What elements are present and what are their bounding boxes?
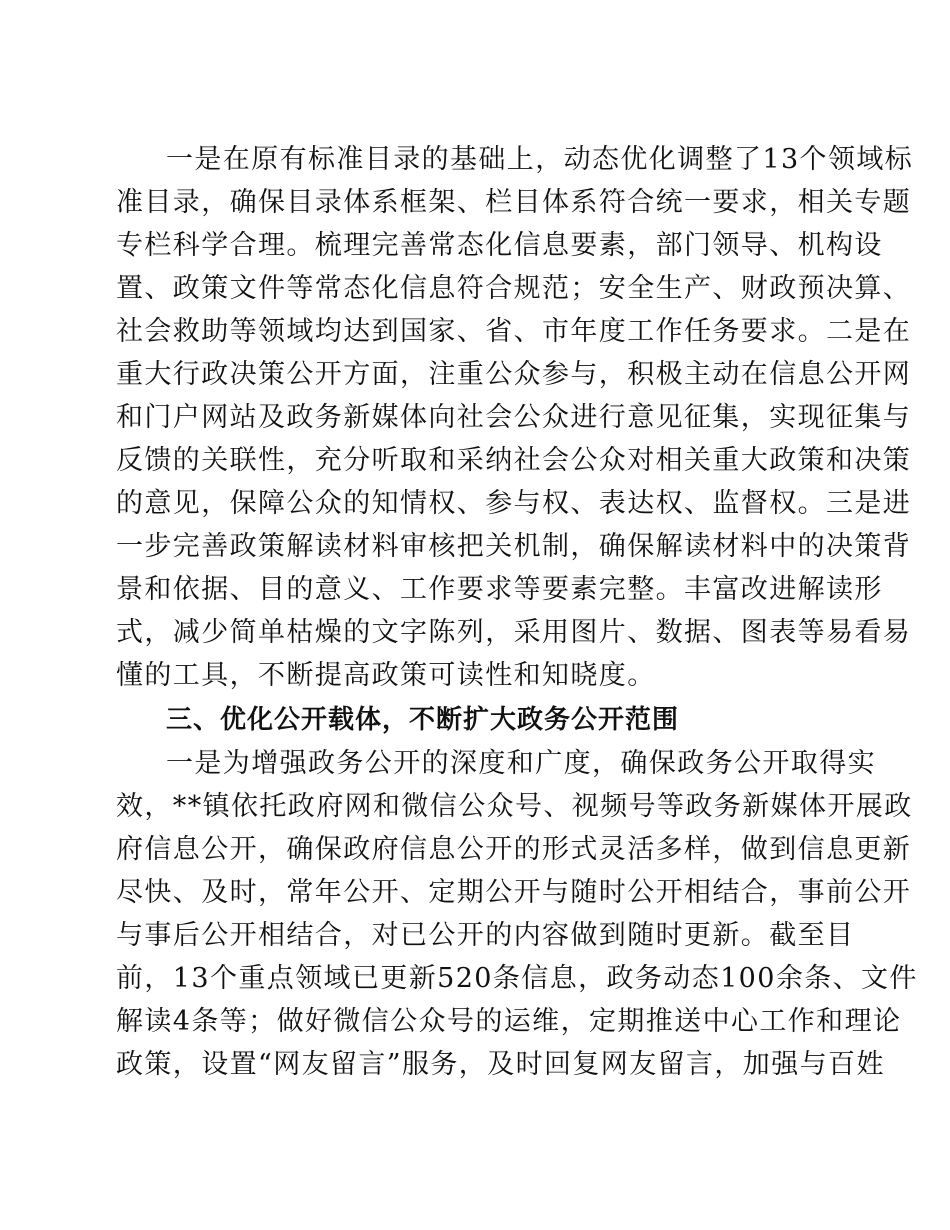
paragraph-line: 的意见，保障公众的知情权、参与权、表达权、监督权。三是进 <box>116 488 912 519</box>
paragraph-line: 社会救助等领域均达到国家、省、市年度工作任务要求。二是在 <box>116 316 912 347</box>
paragraph-line: 反馈的关联性，充分听取和采纳社会公众对相关重大政策和决策 <box>116 445 912 476</box>
paragraph-line: 解读4条等；做好微信公众号的运维，定期推送中心工作和理论 <box>116 1006 902 1037</box>
paragraph-line: 懂的工具，不断提高政策可读性和知晓度。 <box>116 660 656 691</box>
paragraph-line: 和门户网站及政务新媒体向社会公众进行意见征集，实现征集与 <box>116 402 912 433</box>
paragraph-line: 尽快、及时，常年公开、定期公开与随时公开相结合，事前公开 <box>116 877 912 908</box>
paragraph-line: 准目录，确保目录体系框架、栏目体系符合统一要求，相关专题 <box>116 187 912 218</box>
paragraph-line: 府信息公开，确保政府信息公开的形式灵活多样，做到信息更新 <box>116 834 912 865</box>
paragraph-line: 政策，设置“网友留言”服务，及时回复网友留言，加强与百姓 <box>116 1049 885 1080</box>
paragraph-line: 前，13个重点领域已更新520条信息，政务动态100余条、文件 <box>116 963 918 994</box>
paragraph-line: 景和依据、目的意义、工作要求等要素完整。丰富改进解读形 <box>116 574 883 605</box>
paragraph-line: 专栏科学合理。梳理完善常态化信息要素，部门领导、机构设 <box>116 230 883 261</box>
paragraph-line: 与事后公开相结合，对已公开的内容做到随时更新。截至目 <box>116 920 855 951</box>
paragraph-line: 式，减少简单枯燥的文字陈列，采用图片、数据、图表等易看易 <box>116 617 912 648</box>
section-heading: 三、优化公开载体，不断扩大政务公开范围 <box>166 705 680 735</box>
paragraph-line: 置、政策文件等常态化信息符合规范；安全生产、财政预决算、 <box>116 273 912 304</box>
paragraph-line: 一步完善政策解读材料审核把关机制，确保解读材料中的决策背 <box>116 531 912 562</box>
paragraph-line: 重大行政决策公开方面，注重公众参与，积极主动在信息公开网 <box>116 359 912 390</box>
paragraph-line: 一是为增强政务公开的深度和广度，确保政务公开取得实 <box>166 748 876 779</box>
paragraph-line: 效，**镇依托政府网和微信公众号、视频号等政务新媒体开展政 <box>116 791 913 822</box>
paragraph-line: 一是在原有标准目录的基础上，动态优化调整了13个领域标 <box>166 144 914 175</box>
